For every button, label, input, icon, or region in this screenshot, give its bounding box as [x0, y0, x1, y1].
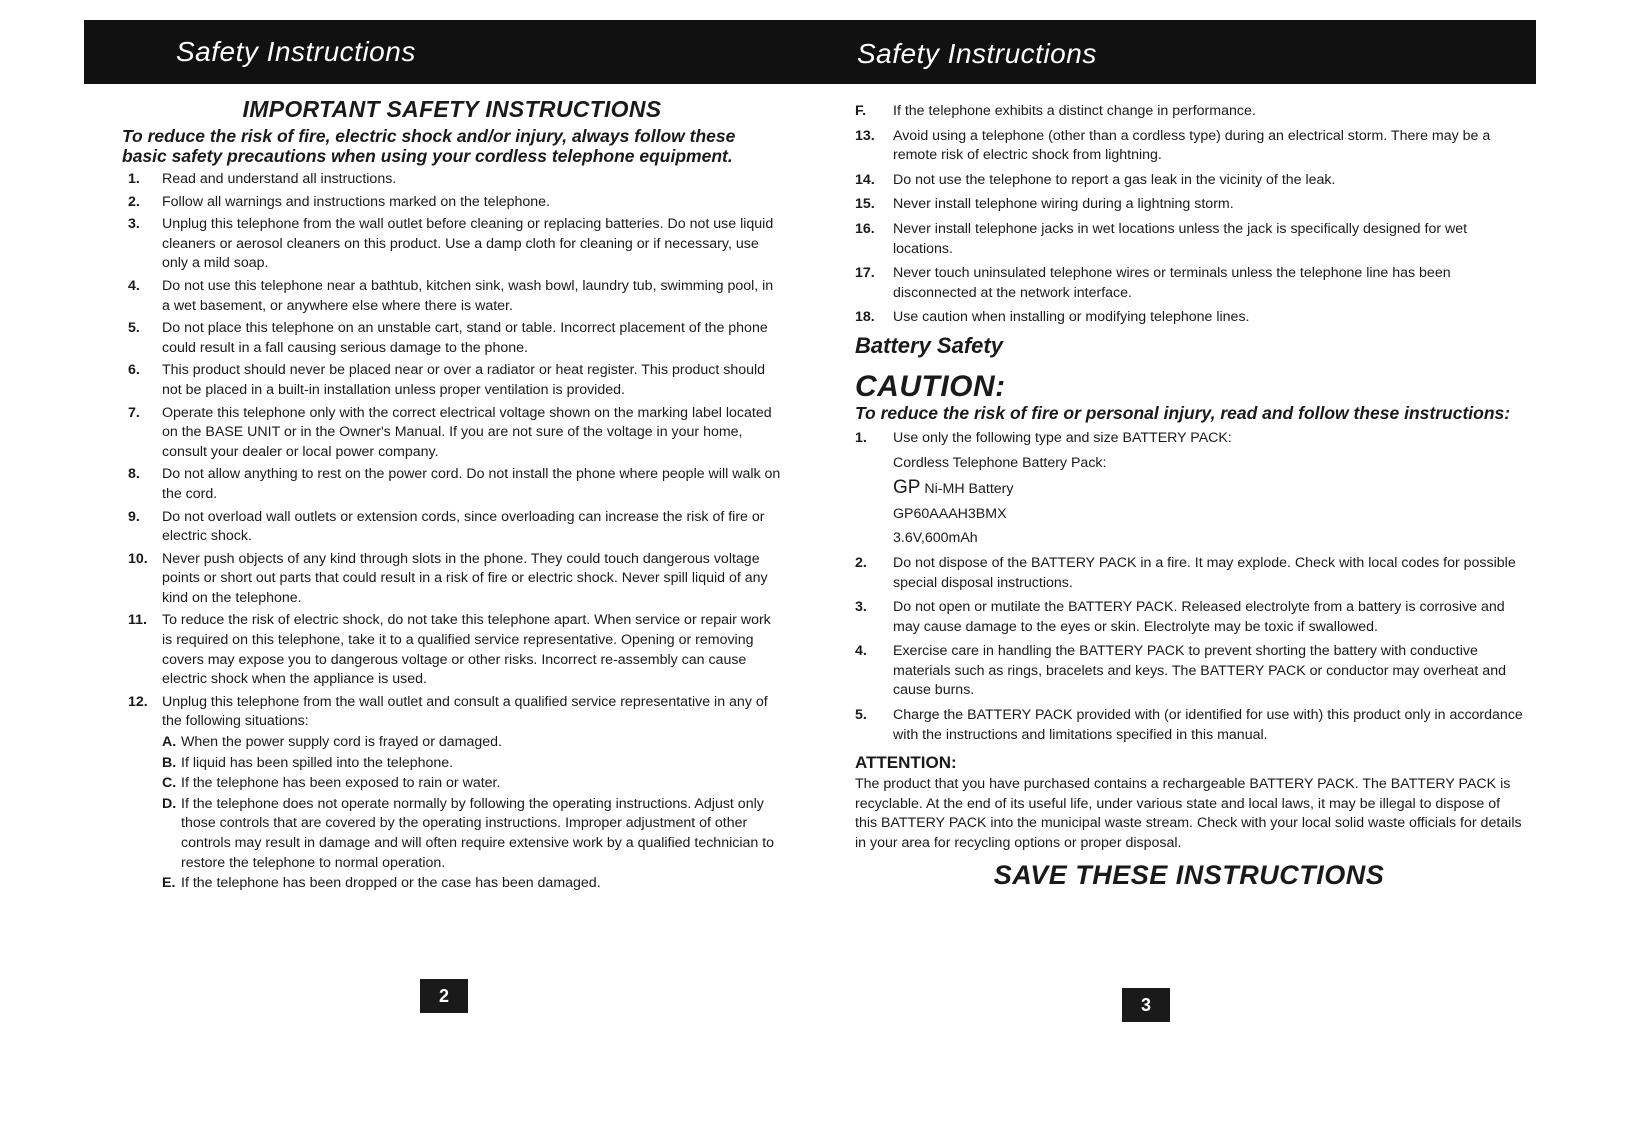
- list-item: 4. Do not use this telephone near a bathtub, kitchen sink, wash bowl, laundry tub, swimming pool, in a wet basement, or anywhere else where there is water.: [128, 277, 774, 314]
- list-item: 6. This product should never be placed near or over a radiator or heat register. This product should not be placed in a built-in installation unless proper ventilation is provided.: [128, 362, 766, 398]
- battery-rating: 3.6V,600mAh: [893, 530, 978, 547]
- list-item: 18. Use caution when installing or modifying telephone lines.: [855, 309, 1250, 326]
- list-item: 3. Unplug this telephone from the wall outlet before cleaning or replacing batteries. Do not use liquid cleaners or aerosol cleaners on this product. Use a damp cloth for cleaning or if necessary, use only a mild soap.: [128, 216, 774, 272]
- list-item: 14. Do not use the telephone to report a gas leak in the vicinity of the leak.: [855, 171, 1336, 188]
- list-item: 8. Do not allow anything to rest on the power cord. Do not install the phone where people will walk on the cord.: [128, 466, 781, 502]
- list-item: 3. Do not open or mutilate the BATTERY PACK. Released electrolyte from a battery is corrosive and may cause damage to the eyes or skin. Electrolyte may be toxic if swallowed.: [855, 599, 1505, 635]
- list-item: 16. Never install telephone jacks in wet locations unless the jack is specifically designed for wet locations.: [855, 220, 1468, 257]
- battery-type: Ni-MH Battery: [924, 481, 1014, 498]
- list-item: 13. Avoid using a telephone (other than a cordless type) during an electrical storm. There may be a remote risk of electric shock from lightning.: [855, 127, 1491, 164]
- list-item: 10. Never push objects of any kind through slots in the phone. They could touch dangerous voltage points or short out parts that could result in a risk of fire or electric shock. Never spill liquid of any kind on the telephone.: [128, 550, 768, 606]
- sub-item: D. If the telephone does not operate normally by following the operating instructions. Adjust only those controls that are covered by the operating instructions. Improper adjustment of other controls may result in damage and will often require extensive work by a qualified technician to restore the telephone to normal operation.: [162, 795, 775, 871]
- list-item: 4. Exercise care in handling the BATTERY PACK to prevent shorting the battery with conductive materials such as rings, bracelets and keys. The BATTERY PACK or conductor may overheat and cause burns.: [855, 643, 1506, 699]
- list-item: 9. Do not overload wall outlets or extension cords, since overloading can increase the risk of fire or electric shock.: [128, 508, 765, 545]
- list-item: 7. Operate this telephone only with the correct electrical voltage shown on the marking label located on the BASE UNIT or in the Owner's Manual. If you are not sure of the voltage in your home, consult your dealer or local power company.: [128, 404, 772, 460]
- sub-item: E. If the telephone has been dropped or the case has been damaged.: [162, 875, 601, 892]
- main-heading: IMPORTANT SAFETY INSTRUCTIONS: [242, 96, 662, 122]
- caution-title: CAUTION:: [855, 369, 1006, 403]
- sub-item: B. If liquid has been spilled into the telephone.: [162, 754, 454, 771]
- left-header-title: Safety Instructions: [176, 36, 416, 67]
- battery-list: [855, 429, 1523, 745]
- list-item: 5. Charge the BATTERY PACK provided with (or identified for use with) this product only in accordance with the instructions and limitations specified in this manual.: [855, 707, 1523, 743]
- right-header-title: Safety Instructions: [857, 38, 1097, 69]
- list-item: 12. Unplug this telephone from the wall outlet and consult a qualified service representative in any of the following situations: A. When the power supply cord is frayed or damaged. B. If liquid has been spilled into the telephone. C. If the telephone has been exposed to rain or water. D. If the telephone does not operate normally by following the operating instructions. Adjust only those controls that are covered by the operating instructions. Improper adjustment of other controls may result in damage and will often require extensive work by a qualified technician to restore the telephone to normal operation. E. If the telephone has been dropped or the case has been damaged.: [122, 693, 782, 894]
- safety-list: [122, 170, 782, 894]
- battery-safety-heading: Battery Safety: [855, 332, 1003, 358]
- situations-list: [162, 733, 782, 894]
- page-number-2: 2: [420, 979, 468, 1013]
- left-content: [122, 96, 782, 897]
- left-header-bar: [84, 20, 821, 84]
- attention-body: The product that you have purchased contains a rechargeable BATTERY PACK. The BATTERY PACK is recyclable. At the end of its useful life, under various state and local laws, it may be illegal to dispose of this BATTERY PACK into the municipal waste stream. Check with your local solid waste officials for details in your area for recycling options or proper disposal.: [855, 776, 1522, 852]
- save-instructions-title: SAVE THESE INSTRUCTIONS: [993, 859, 1385, 890]
- sub-item: C. If the telephone has been exposed to rain or water.: [162, 775, 501, 792]
- caution-intro: To reduce the risk of fire or personal injury, read and follow these instructions:: [855, 402, 1511, 423]
- intro-text: To reduce the risk of fire, electric shock and/or injury, always follow these basic safety precautions when using your cordless telephone equipment.: [122, 126, 736, 166]
- sub-item: A. When the power supply cord is frayed or damaged.: [162, 734, 502, 751]
- safety-list-continued: [855, 102, 1523, 328]
- right-page: [821, 0, 1642, 1138]
- list-item: 17. Never touch uninsulated telephone wires or terminals unless the telephone line has been disconnected at the network interface.: [855, 265, 1451, 301]
- list-item: 5. Do not place this telephone on an unstable cart, stand or table. Incorrect placement of the phone could result in a fall causing serious damage to the phone.: [128, 320, 768, 356]
- list-item: F. If the telephone exhibits a distinct change in performance.: [855, 103, 1256, 119]
- page-number-3: 3: [1122, 988, 1170, 1022]
- list-item: 1. Use only the following type and size BATTERY PACK: Cordless Telephone Battery Pack: GP Ni-MH Battery GP60AAAH3BMX 3.6V,600mAh: [855, 429, 1523, 549]
- list-item: 15. Never install telephone wiring during a lightning storm.: [855, 196, 1234, 213]
- list-item: 1. Read and understand all instructions.: [128, 171, 397, 187]
- list-item: 2. Do not dispose of the BATTERY PACK in a fire. It may explode. Check with local codes for possible special disposal instructions.: [855, 554, 1516, 591]
- right-content: [855, 102, 1523, 891]
- list-item: 2. Follow all warnings and instructions marked on the telephone.: [128, 193, 551, 210]
- battery-model: GP60AAAH3BMX: [893, 505, 1007, 522]
- attention-title: ATTENTION:: [855, 753, 957, 773]
- list-item: 11. To reduce the risk of electric shock, do not take this telephone apart. When service or repair work is required on this telephone, take it to a qualified service representative. Opening or removing covers may expose you to dangerous voltage or other risks. Incorrect re-assembly can cause electric shock when the appliance is used.: [128, 612, 771, 688]
- right-header-bar: [821, 20, 1536, 84]
- battery-brand: GP: [893, 477, 921, 499]
